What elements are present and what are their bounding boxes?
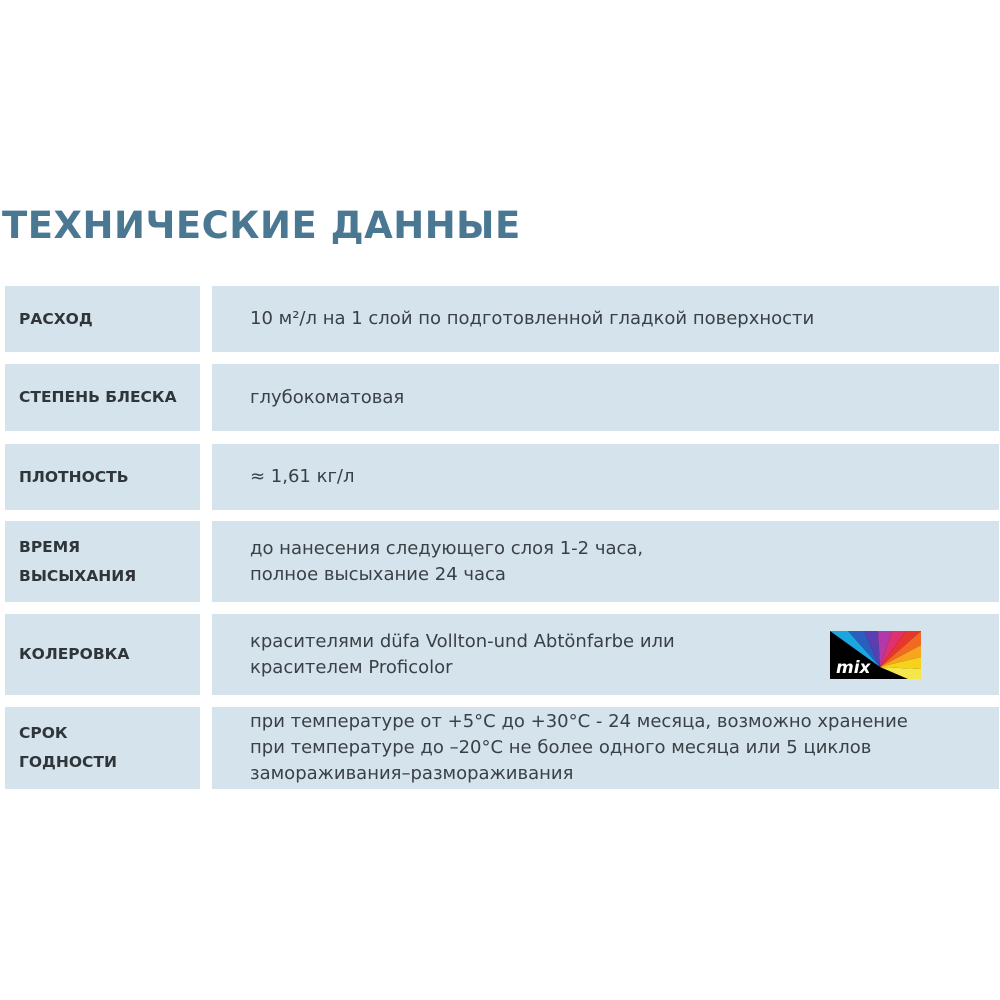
- row-value-cell: [212, 364, 999, 431]
- table-row-shelf-life: [5, 707, 999, 789]
- table-row-gloss: [5, 364, 999, 431]
- row-value: глубокоматовая: [250, 386, 405, 408]
- row-value: красителями düfa Vollton-und Abtönfarbe или красителем Proficolor: [250, 630, 675, 678]
- row-label-cell: [5, 444, 200, 510]
- row-value: до нанесения следующего слоя 1-2 часа, полное высыхание 24 часа: [250, 537, 644, 585]
- row-label-cell: [5, 521, 200, 602]
- row-value: при температуре от +5°С до +30°С - 24 месяца, возможно хранение при температуре до –20°С не более одного месяца или 5 циклов замораживания–размораживания: [250, 711, 908, 784]
- table-row-density: [5, 444, 999, 510]
- page-title: ТЕХНИЧЕСКИЕ ДАННЫЕ: [2, 204, 521, 247]
- row-value-cell: [212, 521, 999, 602]
- row-label: РАСХОД: [19, 309, 93, 328]
- row-value-cell: [212, 707, 999, 789]
- row-label: КОЛЕРОВКА: [19, 645, 130, 663]
- row-value: 10 м²/л на 1 слой по подготовленной гладкой поверхности: [250, 308, 815, 329]
- row-label: ВРЕМЯ ВЫСЫХАНИЯ: [19, 537, 137, 585]
- row-label-cell: [5, 707, 200, 789]
- row-value-cell: [212, 444, 999, 510]
- row-label: ПЛОТНОСТЬ: [19, 467, 129, 486]
- row-value: ≈ 1,61 кг/л: [250, 466, 355, 487]
- row-label-cell: [5, 286, 200, 352]
- table-row-tinting: [5, 614, 999, 695]
- table-row-consumption: [5, 286, 999, 352]
- mix-logo-text: mix: [836, 658, 871, 678]
- row-label-cell: [5, 364, 200, 431]
- row-value-cell: [212, 286, 999, 352]
- row-label: СРОК ГОДНОСТИ: [19, 724, 117, 771]
- mix-tinting-logo: [830, 631, 921, 679]
- row-label: СТЕПЕНЬ БЛЕСКА: [19, 388, 177, 406]
- row-label-cell: [5, 614, 200, 695]
- table-row-drying-time: [5, 521, 999, 602]
